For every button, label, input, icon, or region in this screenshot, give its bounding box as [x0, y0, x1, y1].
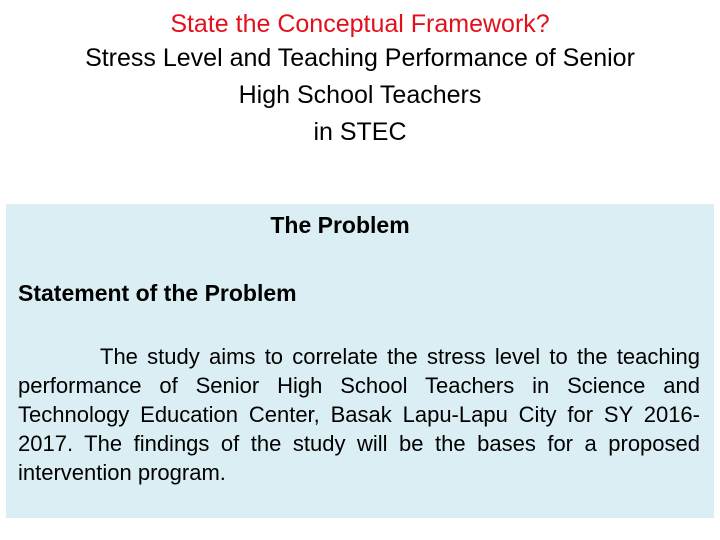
slide-header: [0, 8, 720, 151]
statement-of-problem-heading: Statement of the Problem: [18, 280, 297, 306]
problem-heading: The Problem: [270, 212, 410, 238]
slide-title: State the Conceptual Framework?: [170, 10, 550, 38]
subtitle-line-1: Stress Level and Teaching Performance of Senior: [85, 44, 635, 72]
problem-text-box: [6, 204, 714, 518]
slide-subtitle: [0, 40, 720, 151]
subtitle-line-3: in STEC: [313, 118, 407, 146]
problem-statement-paragraph: The study aims to correlate the stress level to the teaching performance of Senior High School Teachers in Science and Technology Education Center, Basak Lapu-Lapu City for SY 2016-2017. The findings of the study will be the bases for a proposed intervention program.: [18, 344, 700, 485]
subtitle-line-2: High School Teachers: [238, 81, 482, 109]
